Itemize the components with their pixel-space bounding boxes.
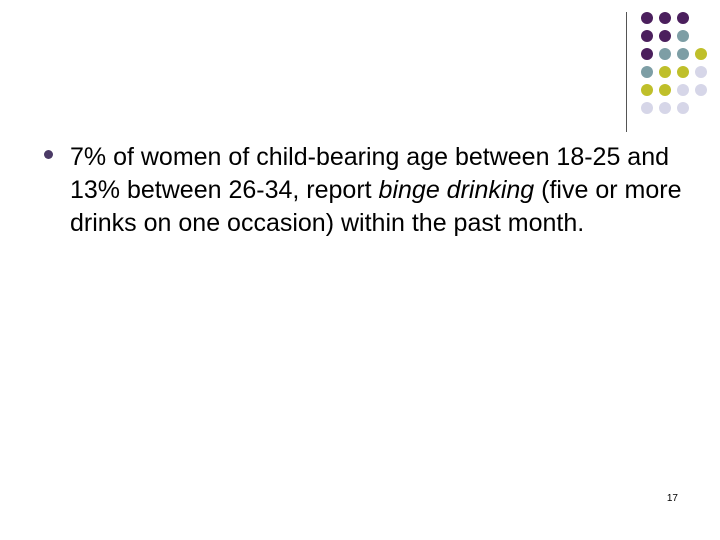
decorative-dot-olive — [677, 66, 689, 78]
bullet-text-part-1: 7% of women of child-bearing age between 18-25 and 13% between 26-34, report — [70, 143, 670, 204]
decorative-dot-olive — [695, 48, 707, 60]
decorative-dot-teal — [677, 48, 689, 60]
decorative-dot-lavender — [677, 84, 689, 96]
bullet-text-part-2-italic: binge drinking — [378, 176, 535, 204]
decorative-dot-purple — [677, 12, 689, 24]
decorative-dot-lavender — [659, 102, 671, 114]
decorative-dot-purple — [659, 30, 671, 42]
decorative-dot-olive — [659, 84, 671, 96]
decorative-dot-purple — [659, 12, 671, 24]
decorative-dot-olive — [641, 84, 653, 96]
decorative-dot-lavender — [677, 102, 689, 114]
decorative-dot-teal — [641, 66, 653, 78]
decorative-dot-teal — [677, 30, 689, 42]
decorative-divider-line — [626, 12, 627, 132]
bullet-text-part-3: (five or more drinks on one occasion) within the past month. — [70, 176, 682, 237]
decorative-dot-purple — [641, 48, 653, 60]
decorative-dot-purple — [641, 12, 653, 24]
page-number: 17 — [666, 493, 678, 504]
bullet-dot-icon — [44, 150, 53, 159]
decorative-dot-lavender — [641, 102, 653, 114]
decorative-dot-lavender — [695, 84, 707, 96]
decorative-dot-purple — [641, 30, 653, 42]
decorative-dot-lavender — [695, 66, 707, 78]
decorative-dot-olive — [659, 66, 671, 78]
bullet-text — [70, 141, 690, 240]
decorative-dot-teal — [659, 48, 671, 60]
